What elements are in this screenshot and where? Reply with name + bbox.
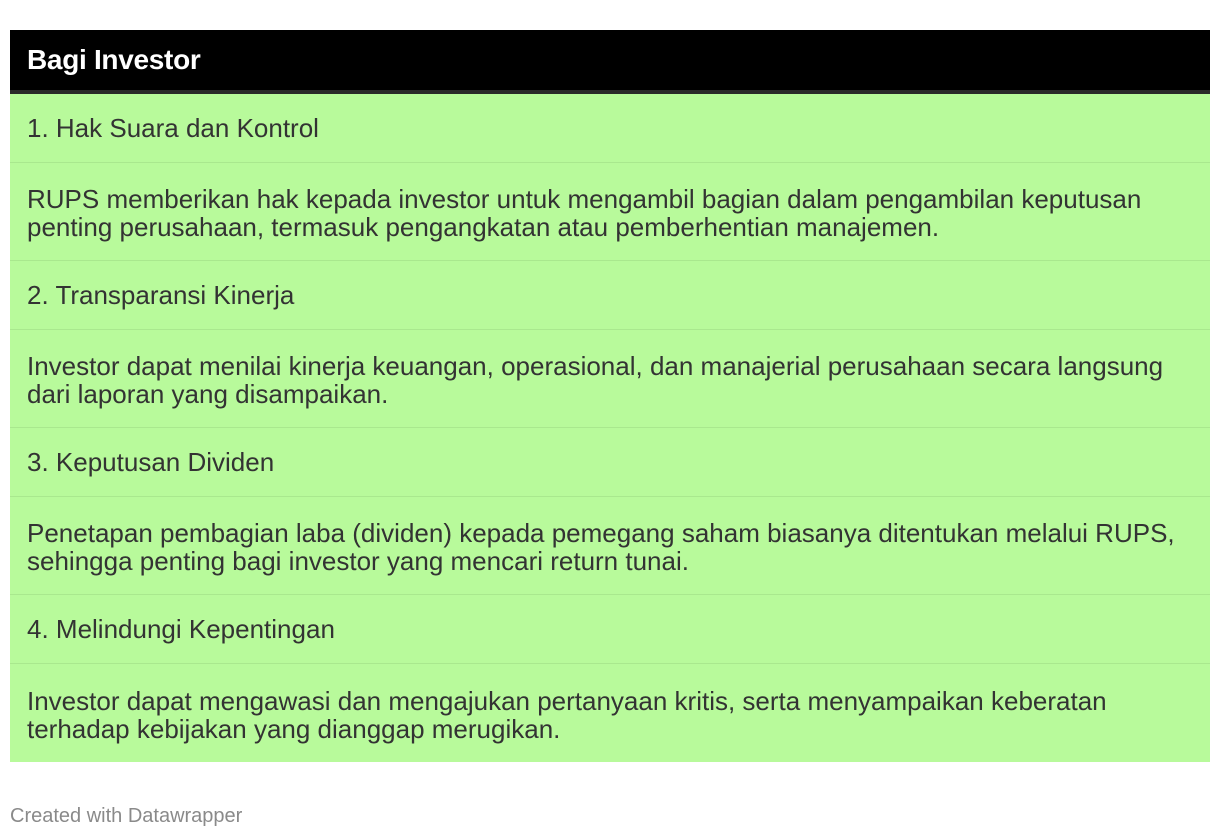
row-description: RUPS memberikan hak kepada investor untuk mengambil bagian dalam pengambilan keputusan penting perusahaan, termasuk pengangkatan atau pemberhentian manajemen. <box>27 184 1142 242</box>
table-row <box>10 163 1210 261</box>
table-row <box>10 497 1210 595</box>
data-table <box>10 30 1210 762</box>
row-heading-dividend: 3. Keputusan Dividen <box>27 447 275 477</box>
row-heading-voting-rights: 1. Hak Suara dan Kontrol <box>27 113 319 143</box>
table-row <box>10 664 1210 762</box>
table-title: Bagi Investor <box>10 30 1210 94</box>
datawrapper-credit[interactable]: Created with Datawrapper <box>10 805 243 827</box>
table-row <box>10 261 1210 330</box>
row-description: Penetapan pembagian laba (dividen) kepada pemegang saham biasanya ditentukan melalui RUPS, sehingga penting bagi investor yang mencari return tunai. <box>27 518 1175 576</box>
table-row <box>10 330 1210 428</box>
row-heading-transparency: 2. Transparansi Kinerja <box>27 280 295 310</box>
table-row <box>10 595 1210 664</box>
row-heading-protect-interests: 4. Melindungi Kepentingan <box>27 614 335 644</box>
table-row <box>10 94 1210 163</box>
row-description: Investor dapat menilai kinerja keuangan, operasional, dan manajerial perusahaan secara langsung dari laporan yang disampaikan. <box>27 351 1164 409</box>
table-row <box>10 428 1210 497</box>
row-description: Investor dapat mengawasi dan mengajukan pertanyaan kritis, serta menyampaikan keberatan terhadap kebijakan yang dianggap merugikan. <box>27 685 1107 744</box>
